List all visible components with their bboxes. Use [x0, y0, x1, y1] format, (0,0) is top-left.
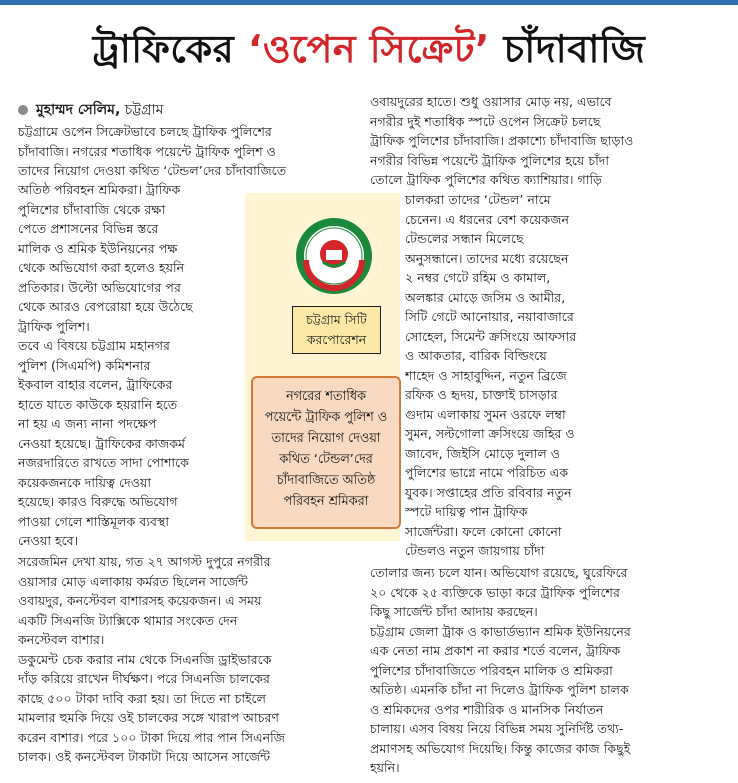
- right-narrow-line: টেন্ডলও নতুন জায়গায় চাঁদা: [405, 543, 545, 558]
- right-column-top-lines: [370, 92, 730, 190]
- right-column-bottom: [370, 563, 730, 778]
- left-bottom-line: দাঁড় করিয়ে রাখেন দীর্ঘক্ষণ। পরে সিএনজি চালকের: [18, 671, 270, 686]
- right-narrow-line: চালকরা তাদের ‘টেন্ডল’ নামে: [405, 192, 551, 207]
- right-bottom-line: চালায়। এসব বিষয় নিয়ে বিভিন্ন সময় সুনির্দিষ্ট তথ্য-: [370, 721, 624, 736]
- right-narrow-line: সিটি গেটে আনোয়ার, নয়াবাজারে: [405, 309, 574, 324]
- right-bottom-line: হয়নি।: [370, 760, 400, 775]
- right-bottom-line: চট্টগ্রাম জেলা ট্রাক ও কাভার্ডভ্যান শ্রমিক ইউনিয়নের: [370, 623, 631, 639]
- right-top-line: তোলে ট্রাফিক পুলিশের কথিত ক্যাশিয়ার। গাড়ি: [370, 172, 603, 187]
- right-top-line: নগরীর দুই শতাধিক স্পটে ওপেন সিক্রেট চলছে: [370, 113, 601, 129]
- left-bottom-line: করেন বাশার। পরে ১০০ টাকা দিয়ে পার পান সিএনজি: [18, 729, 286, 745]
- right-narrow-line: স্পটে দায়িত্ব পান ট্রাফিক: [405, 504, 528, 519]
- left-narrow-line: পুলিশ (সিএমপি) কমিশনার: [18, 357, 151, 373]
- left-bottom-line: চালক। ওই কনস্টেবল টাকাটা দিয়ে আসেন সার্জেন্ট: [18, 749, 271, 764]
- right-narrow-line: ও আকতার, বারিক বিল্ডিংয়ে: [405, 348, 547, 363]
- quote-line: পয়েন্টে ট্রাফিক পুলিশ ও: [264, 410, 388, 425]
- author-place: চট্টগ্রাম: [120, 102, 164, 118]
- left-bottom-line: সরেজমিন দেখা যায়, গত ২৭ আগস্ট দুপুরে নগরীর: [18, 554, 271, 569]
- right-narrow-line: সোহেল, সিমেন্ট ক্রসিংয়ে আফসার: [405, 328, 577, 344]
- left-narrow-line: মালিক ও শ্রমিক ইউনিয়নের পক্ষ: [18, 240, 178, 256]
- right-bottom-line: ২০ থেকে ২৫ ব্যক্তিকে ভাড়া করে ট্রাফিক পুলিশের: [370, 584, 620, 600]
- right-bottom-line: কিছু সার্জেন্ট চাঁদা আদায় করছেন।: [370, 604, 538, 619]
- right-narrow-line: অলঙ্কার মোড়ে জসিম ও আমীর,: [405, 289, 566, 305]
- right-bottom-line: তোলার জন্য চলে যান। অভিযোগ রয়েছে, ঘুরেফিরে: [370, 565, 628, 580]
- city-corporation-logo-icon: [294, 216, 374, 296]
- right-top-line: ট্রাফিক পুলিশের চাঁদাবাজি। প্রকাশ্যে চাঁদাবাজি ছাড়াও: [370, 133, 634, 148]
- box-line-1: চট্টগ্রাম সিটি: [306, 312, 367, 327]
- left-narrow-line: ইকবাল বাহার বলেন, ট্রাফিকের: [18, 377, 173, 392]
- right-narrow-line: পুলিশের ভাগ্নে নামে পরিচিত এক: [405, 465, 569, 480]
- right-narrow-line: অনুসন্ধানে। তাদের মধ্যে রয়েছেন: [405, 250, 569, 266]
- left-narrow-line: থেকে আরও বেপরোয়া হয়ে উঠেছে: [18, 299, 193, 314]
- left-narrow-line: নজরদারিতে রাখতে সাদা পোশাকে: [18, 455, 189, 470]
- left-narrow-line: নেওয়া হবে।: [18, 533, 79, 548]
- right-narrow-line: সুমন, সল্টগোলা ক্রসিংয়ে জহির ও: [405, 426, 575, 441]
- top-accent-bar: [0, 0, 738, 5]
- right-bottom-line: ও শ্রমিকদের ওপর শারীরিক ও মানসিক নির্যাতন: [370, 701, 604, 717]
- headline-part-3: চাঁদাবাজি: [489, 27, 646, 71]
- right-bottom-line: প্রমাণসহ অভিযোগ দিয়েছি। কিন্তু কাজের কাজ কিছুই: [370, 740, 631, 756]
- left-narrow-line: হয়েছে। কারও বিরুদ্ধে অভিযোগ: [18, 494, 178, 509]
- left-column-narrow-lines: [18, 180, 243, 551]
- headline-part-2: ‘ওপেন সিক্রেট’: [247, 27, 490, 71]
- left-narrow-line: অতিষ্ঠ পরিবহন শ্রমিকরা। ট্রাফিক: [18, 182, 181, 197]
- right-top-line: ওবায়দুরের হাতে। শুধু ওয়াসার মোড় নয়, এভাবে: [370, 94, 612, 109]
- right-bottom-line: এক নেতা নাম প্রকাশ না করার শর্তে বলেন, ট্রাফিক: [370, 643, 621, 658]
- right-bottom-line: অতিষ্ঠ। এমনকি চাঁদা না দিলেও ট্রাফিক পুলিশ চালক: [370, 682, 629, 697]
- right-narrow-line: গুদাম এলাকায় সুমন ওরফে লম্বা: [405, 406, 566, 422]
- left-top-line: তাদের নিয়োগ দেওয়া কথিত ‘টেন্ডল’দের চাঁদাবাজিতে: [18, 163, 287, 178]
- right-column-narrow: [405, 190, 730, 561]
- left-narrow-line: পাওয়া গেলে শাস্তিমূলক ব্যবস্থা: [18, 513, 169, 529]
- quote-line: কথিত ‘টেন্ডল’দের: [279, 452, 373, 467]
- right-narrow-line: রফিক ও হৃদয়, চাক্তাই চাসড়ার: [405, 387, 558, 402]
- left-bottom-line: ওয়াসার মোড় এলাকায় কর্মরত ছিলেন সার্জেন্ট: [18, 573, 249, 589]
- author-name: মুহাম্মদ সেলিম,: [36, 102, 121, 118]
- right-bottom-line: পুলিশের চাঁদাবাজিতে পরিবহন মালিক ও শ্রমিকরা: [370, 662, 613, 678]
- left-narrow-line: তবে এ বিষয়ে চট্টগ্রাম মহানগর: [18, 338, 170, 353]
- left-top-line: চট্টগ্রামে ওপেন সিক্রেটভাবে চলছে ট্রাফিক পুলিশের: [18, 124, 272, 139]
- left-narrow-line: পুলিশের চাঁদাবাজি থেকে রক্ষা: [18, 201, 166, 217]
- left-narrow-line: নেওয়া হয়েছে। ট্রাফিকের কাজকর্ম: [18, 435, 185, 451]
- right-narrow-line: ২ নম্বর গেটে রহিম ও কামাল,: [405, 270, 551, 285]
- left-narrow-line: কয়েকজনকে দায়িত্ব দেওয়া: [18, 474, 152, 490]
- quote-line: নগরের শতাধিক: [286, 389, 366, 404]
- quote-line: তাদের নিয়োগ দেওয়া: [271, 431, 381, 446]
- right-column-bottom-lines: [370, 563, 730, 778]
- left-bottom-line: ডকুমেন্ট চেক করার নাম থেকে সিএনজি ড্রাইভারকে: [18, 651, 272, 667]
- left-bottom-line: মামলার হুমকি দিয়ে ওই চালকের সঙ্গে খারাপ আচরণ: [18, 710, 280, 725]
- left-narrow-line: হাতে যাতে কাউকে হয়রানি হতে: [18, 396, 178, 412]
- left-bottom-line: একটি সিএনজি ট্যাক্সিকে থামার সংকেত দেন: [18, 612, 238, 628]
- left-narrow-line: পেতে প্রশাসনের বিভিন্ন স্তরে: [18, 221, 159, 236]
- right-narrow-line: সার্জেন্টরা। ফলে কোনো কোনো: [405, 523, 562, 539]
- right-narrow-line: চেনেন। এ ধরনের বেশ কয়েকজন: [405, 211, 570, 227]
- bullet-dot-icon: [18, 105, 28, 115]
- right-narrow-line: যুবক। সপ্তাহের প্রতি রবিবার নতুন: [405, 484, 572, 500]
- pull-quote: [251, 376, 401, 529]
- left-column-narrow: [18, 180, 243, 551]
- left-bottom-line: ওবায়দুর, কনস্টেবল বাশারসহ কয়েকজন। এ সময়: [18, 593, 262, 608]
- left-column-top: [18, 122, 363, 181]
- left-narrow-line: না হয় এ জন্য নানা পদক্ষেপ: [18, 416, 157, 431]
- right-column-narrow-lines: [405, 190, 730, 561]
- headline-part-1: ট্রাফিকের: [92, 27, 248, 71]
- right-column-top: [370, 92, 730, 190]
- right-narrow-line: জাবেদ, জিইসি মোড়ে দুলাল ও: [405, 445, 561, 461]
- quote-line: চাঁদাবাজিতে অতিষ্ঠ: [276, 473, 376, 488]
- city-corporation-label: [292, 306, 381, 354]
- left-bottom-line: কাছে ৫০০ টাকা দাবি করা হয়। তা দিতে না চাইলে: [18, 690, 266, 706]
- byline: [18, 98, 163, 122]
- left-narrow-line: থেকে অভিযোগ করা হলেও হয়নি: [18, 260, 185, 275]
- headline: [0, 20, 738, 82]
- right-narrow-line: টেন্ডলের সন্ধান মিলেছে: [405, 231, 524, 246]
- right-narrow-line: শাহেদ ও সাহাবুদ্দিন, নতুন ব্রিজে: [405, 367, 567, 383]
- box-line-2: করপোরেশন: [306, 332, 367, 347]
- left-narrow-line: প্রতিকার। উল্টো অভিযোগের পর: [18, 279, 181, 295]
- left-column-top-lines: [18, 122, 363, 181]
- left-bottom-line: কনস্টেবল বাশার।: [18, 632, 105, 647]
- left-column-bottom-lines: [18, 552, 363, 767]
- right-top-line: নগরীর বিভিন্ন পয়েন্টে ট্রাফিক পুলিশের হয়ে চাঁদা: [370, 152, 610, 168]
- left-top-line: চাঁদাবাজি। নগরের শতাধিক পয়েন্টে ট্রাফিক পুলিশ ও: [18, 143, 276, 159]
- quote-line: পরিবহন শ্রমিকরা: [283, 494, 369, 509]
- left-narrow-line: ট্রাফিক পুলিশ।: [18, 318, 90, 334]
- left-column-bottom: [18, 552, 363, 767]
